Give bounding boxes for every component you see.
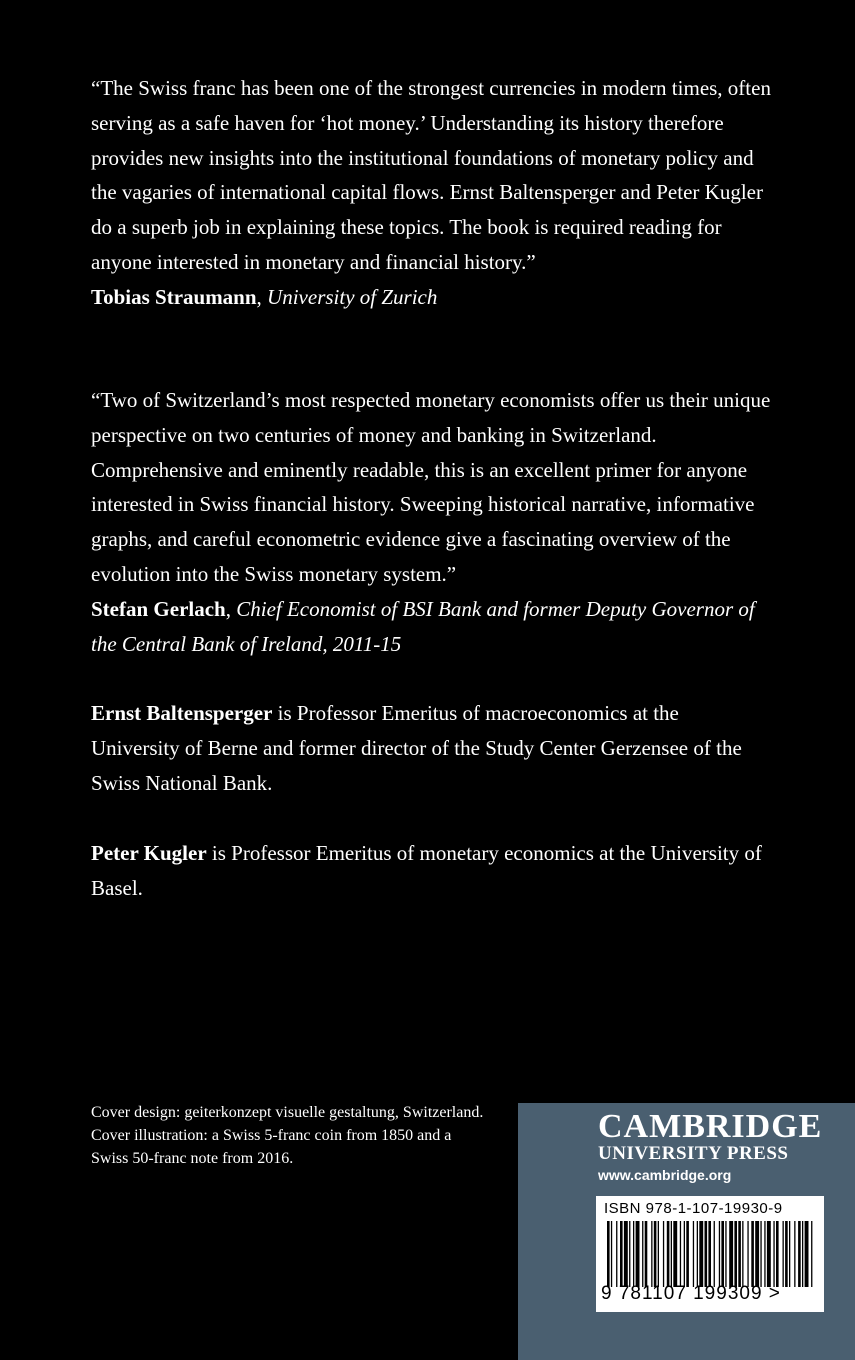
quote-text: “Two of Switzerland’s most respected monetary economists offer us their unique perspective on two centuries of money and banking in Switzerland. Comprehensive and eminently readable, this is an excellent primer for anyone interested in Swiss financial history. Sweeping historical narrative, informative graphs, and careful econometric evidence give a fascinating overview of the evolution into the Swiss monetary system.” [91,388,771,586]
isbn-number: ISBN 978-1-107-19930-9 [604,1200,783,1217]
author-bio-2 [91,836,771,906]
author-bio-1 [91,696,771,800]
publisher-panel [518,1103,855,1360]
isbn-barcode [596,1196,824,1312]
barcode-bars [603,1221,817,1287]
quote-author: Stefan Gerlach [91,596,226,621]
quote-separator: , [225,596,237,621]
quote-text: “The Swiss franc has been one of the strongest currencies in modern times, often serving as a safe haven for ‘hot money.’ Understanding its history therefore provides new insights into the institutional foundations of monetary policy and the vagaries of international capital flows. Ernst Baltensperger and Peter Kugler do a superb job in explaining these topics. The book is required reading for anyone interested in monetary and financial history.” [91,76,771,274]
cover-credits [91,1101,491,1170]
cover-design-credit: Cover design: geiterkonzept visuelle gestaltung, Switzerland. [91,1104,484,1121]
endorsement-quote-2 [91,383,771,661]
author-bio-text: is Professor Emeritus of monetary economics at the University of Basel. [91,841,762,900]
endorsement-quote-1 [91,71,771,315]
quote-affiliation: Chief Economist of BSI Bank and former Deputy Governor of the Central Bank of Ireland, 2011-15 [91,596,755,656]
cover-illustration-credit: Cover illustration: a Swiss 5-franc coin from 1850 and a Swiss 50-franc note from 2016. [91,1127,452,1167]
quote-affiliation: University of Zurich [267,284,438,309]
quote-separator: , [256,284,268,309]
publisher-logo-name: CAMBRIDGE [598,1108,823,1145]
barcode-digits: 9 781107 199309 > [601,1283,781,1304]
publisher-press-label: UNIVERSITY PRESS [598,1143,789,1164]
author-name: Ernst Baltensperger [91,701,273,725]
publisher-url: www.cambridge.org [598,1167,732,1183]
author-bio-text: is Professor Emeritus of macroeconomics at the University of Berne and former director of the Study Center Gerzensee of the Swiss National Bank. [91,701,742,795]
quote-author: Tobias Straumann [91,284,257,309]
author-name: Peter Kugler [91,841,207,865]
